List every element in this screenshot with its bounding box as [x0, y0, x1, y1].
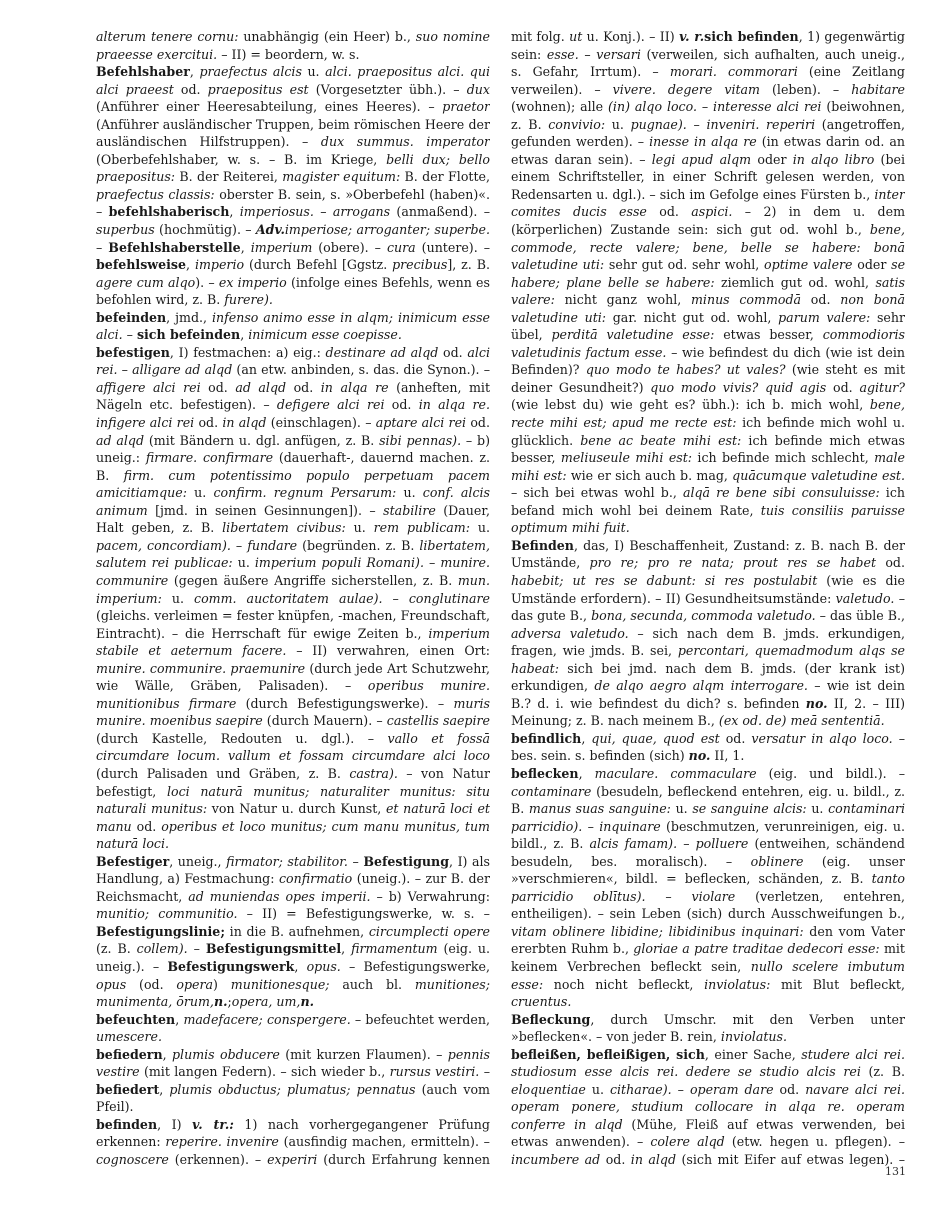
entry: mit folg. ut u. Konj.). – II) v. r.sich befinden, 1) gegenwärtig sein: esse. – versari (verweilen, sich aufhalten, auch uneig., s. Gefahr, Irrtum). – morari. commorari (eine Zeitlang verweilen). – vivere. degere vitam (leben). – habitare (wohnen); alle (in) alqo loco. – interesse alci rei (beiwohnen, z. B. convivio: u. pugnae). – inveniri. reperiri (angetroffen, gefunden werden). – inesse in alqa re (in etwas darin od. an etwas daran sein). – legi apud alqm oder in alqo libro (bei einem Schriftsteller, in einer Schrift gelesen werden, von Redensarten u. dgl.). – sich im Gefolge eines Fürsten b., inter comites ducis esse od. aspici. – 2) in dem u. dem (körperlichen) Zustande sein: sich gut od. wohl b., bene, commode, recte valere; bene, belle se habere: bonā valetudine uti: sehr gut od. sehr wohl, optime valere oder se habere; plane belle se habere: ziemlich gut od. wohl, satis valere: nicht ganz wohl, minus commodā od. non bonā valetudine uti: gar. nicht gut od. wohl, parum valere: sehr übel, perditā valetudine esse: etwas besser, commodioris valetudinis factum esse. – wie befindest du dich (wie ist dein Befinden)? quo modo te habes? ut vales? (wie steht es mit deiner Gesundheit?) quo modo vivis? quid agis od. agitur? (wie lebst du) wie geht es? übh.): ich b. mich wohl, bene, recte mihi est; apud me recte est: ich befinde mich wohl u. glücklich. bene ac beate mihi est: ich befinde mich etwas besser, meliuseule mihi est: ich befinde mich schlecht, male mihi est: wie er sich auch b. mag, quācumque valetudine est. – sich bei etwas wohl b., alqā re bene sibi consuluisse: ich befand mich wohl bei deinem Rate, tuis consiliis paruisse optimum mihi fuit.: [511, 29, 905, 536]
entry: befeuchten, madefacere; conspergere. – befeuchtet werden, umescere.: [96, 1011, 490, 1045]
entry: alterum tenere cornu: unabhängig (ein Heer) b., suo nomine praeesse exercitui. – II) = beordern, w. s.: [96, 29, 490, 62]
left-column: [96, 28, 490, 1168]
entry: Befehlshaber, praefectus alcis u. alci. praepositus alci. qui alci praeest od. praepositus est (Vorgesetzter übh.). – dux (Anführer einer Heeresabteilung, eines Heeres). – praetor (Anführer ausländischer Truppen, beim römischen Heere der ausländischen Hilfstruppen). – dux summus. imperator (Oberbefehlshaber, w. s. – B. im Kriege, belli dux; bello praepositus: B. der Reiterei, magister equitum: B. der Flotte, praefectus classis: oberster B. sein, s. »Oberbefehl (haben)«. – befehlshaberisch, imperiosus. – arrogans (anmaßend). – superbus (hochmütig). – Adv.imperiose; arroganter; superbe. – Befehlshaberstelle, imperium (obere). – cura (untere). – befehlsweise, imperio (durch Befehl [Ggstz. precibus], z. B. agere cum alqo). – ex imperio (infolge eines Befehls, wenn es befohlen wird, z. B. furere).: [96, 64, 490, 308]
entry: Befleckung, durch Umschr. mit den Verben unter »beflecken«. – von jeder B. rein, inviolatus.: [511, 1011, 905, 1045]
right-column: [511, 28, 905, 1168]
entry: befiedern, plumis obducere (mit kurzen Flaumen). – pennis vestire (mit langen Federn). – sich wieder b., rursus vestiri. – befiedert, plumis obductus; plumatus; pennatus (auch vom Pfeil).: [96, 1046, 490, 1115]
entry: Befinden, das, I) Beschaffenheit, Zustand: z. B. nach B. der Umstände, pro re; pro re nata; prout res se habet od. habebit; ut res se dabunt: si res postulabit (wie es die Umstände erfordern). – II) Gesundheitsumstände: valetudo. – das gute B., bona, secunda, commoda valetudo. – das üble B., adversa valetudo. – sich nach dem B. jmds. erkundigen, fragen, wie jmds. B. sei, percontari, quemadmodum alqs se habeat: sich bei jmd. nach dem B. jmds. (der krank ist) erkundigen, de alqo aegro alqm interrogare. – wie ist dein B.? d. i. wie befindest du dich? s. befinden no. II, 2. – III) Meinung; z. B. nach meinem B., (ex od. de) meā sententiā.: [511, 537, 905, 729]
entry: befleißen, befleißigen, sich, einer Sache, studere alci rei. studiosum esse alcis rei. dedere se studio alcis rei (z. B. eloquentiae u. citharae). – operam dare od. navare alci rei. operam ponere, studium collocare in alqa re. operam conferre in alqd (Mühe, Fleiß auf etwas verwenden, bei etwas anwenden). – colere alqd (etw. hegen u. pflegen). – incumbere ad od. in alqd (sich mit Eifer auf etwas legen). –: [511, 1046, 905, 1167]
page-number: 131: [885, 1165, 906, 1178]
dictionary-page: [96, 28, 906, 1178]
entry: befinden, I) v. tr.: 1) nach vorhergegangener Prüfung erkennen: reperire. invenire (ausfindig machen, ermitteln). – cognoscere (erkennen). – experiri (durch Erfahrung kennen: [96, 1116, 490, 1167]
entry: befeinden, jmd., infenso animo esse in alqm; inimicum esse alci. – sich befeinden, inimicum esse coepisse.: [96, 309, 490, 343]
entry: beflecken, maculare. commaculare (eig. und bildl.). – contaminare (besudeln, befleckend entehren, eig. u. bildl., z. B. manus suas sanguine: u. se sanguine alcis: u. contaminari parricidio). – inquinare (beschmutzen, verunreinigen, eig. u. bildl., z. B. alcis famam). – polluere (entweihen, schändend besudeln, bes. moralisch). – oblinere (eig. unser »verschmieren«, bildl. = beflecken, schänden, z. B. tanto parricidio oblītus). – violare (verletzen, entehren, entheiligen). – sein Leben (sich) durch Ausschweifungen b., vitam oblinere libidine; libidinibus inquinari: den vom Vater ererbten Ruhm b., gloriae a patre traditae dedecori esse: mit keinem Verbrechen befleckt sein, nullo scelere imbutum esse: noch nicht befleckt, inviolatus: mit Blut befleckt, cruentus.: [511, 765, 905, 1010]
entry: befestigen, I) festmachen: a) eig.: destinare ad alqd od. alci rei. – alligare ad alqd (an etw. anbinden, s. das. die Synon.). – affigere alci rei od. ad alqd od. in alqa re (anheften, mit Nägeln etc. befestigen). – defigere alci rei od. in alqa re. infigere alci rei od. in alqd (einschlagen). – aptare alci rei od. ad alqd (mit Bändern u. dgl. anfügen, z. B. sibi pennas). – b) uneig.: firmare. confirmare (dauerhaft-, dauernd machen. z. B. firm. cum potentissimo populo perpetuam pacem amicitiamque: u. confirm. regnum Persarum: u. conf. alcis animum [jmd. in seinen Gesinnungen]). – stabilire (Dauer, Halt geben, z. B. libertatem civibus: u. rem publicam: u. pacem, concordiam). – fundare (begründen. z. B. libertatem, salutem rei publicae: u. imperium populi Romani). – munire. communire (gegen äußere Angriffe sicherstellen, z. B. mun. imperium: u. comm. auctoritatem aulae). – conglutinare (gleichs. verleimen = fester knüpfen, -machen, Freundschaft, Eintracht). – die Herrschaft für ewige Zeiten b., imperium stabile et aeternum facere. – II) verwahren, einen Ort: munire. communire. praemunire (durch jede Art Schutzwehr, wie Wälle, Gräben, Palisaden). – operibus munire. munitionibus firmare (durch Befestigungswerke). – muris munire. moenibus saepire (durch Mauern). – castellis saepire (durch Kastelle, Redouten u. dgl.). – vallo et fossā circumdare locum. vallum et fossam circumdare alci loco (durch Palisaden und Gräben, z. B. castra). – von Natur befestigt, loci naturā munitus; naturaliter munitus: situ naturali munitus: von Natur u. durch Kunst, et naturā loci et manu od. operibus et loco munitus; cum manu munitus, tum naturā loci.: [96, 344, 490, 852]
entry: befindlich, qui, quae, quod est od. versatur in alqo loco. – bes. sein. s. befinden (sich) no. II, 1.: [511, 730, 905, 764]
entry: Befestiger, uneig., firmator; stabilitor. – Befestigung, I) als Handlung, a) Festmachung: confirmatio (uneig.). – zur B. der Reichsmacht, ad muniendas opes imperii. – b) Verwahrung: munitio; communitio. – II) = Befestigungswerke, w. s. – Befestigungslinie; in die B. aufnehmen, circumplecti opere (z. B. collem). – Befestigungsmittel, firmamentum (eig. u. uneig.). – Befestigungswerk, opus. – Befestigungswerke, opus (od. opera) munitionesque; auch bl. munitiones; munimenta, ōrum,n.;operа, um,n.: [96, 853, 490, 1010]
